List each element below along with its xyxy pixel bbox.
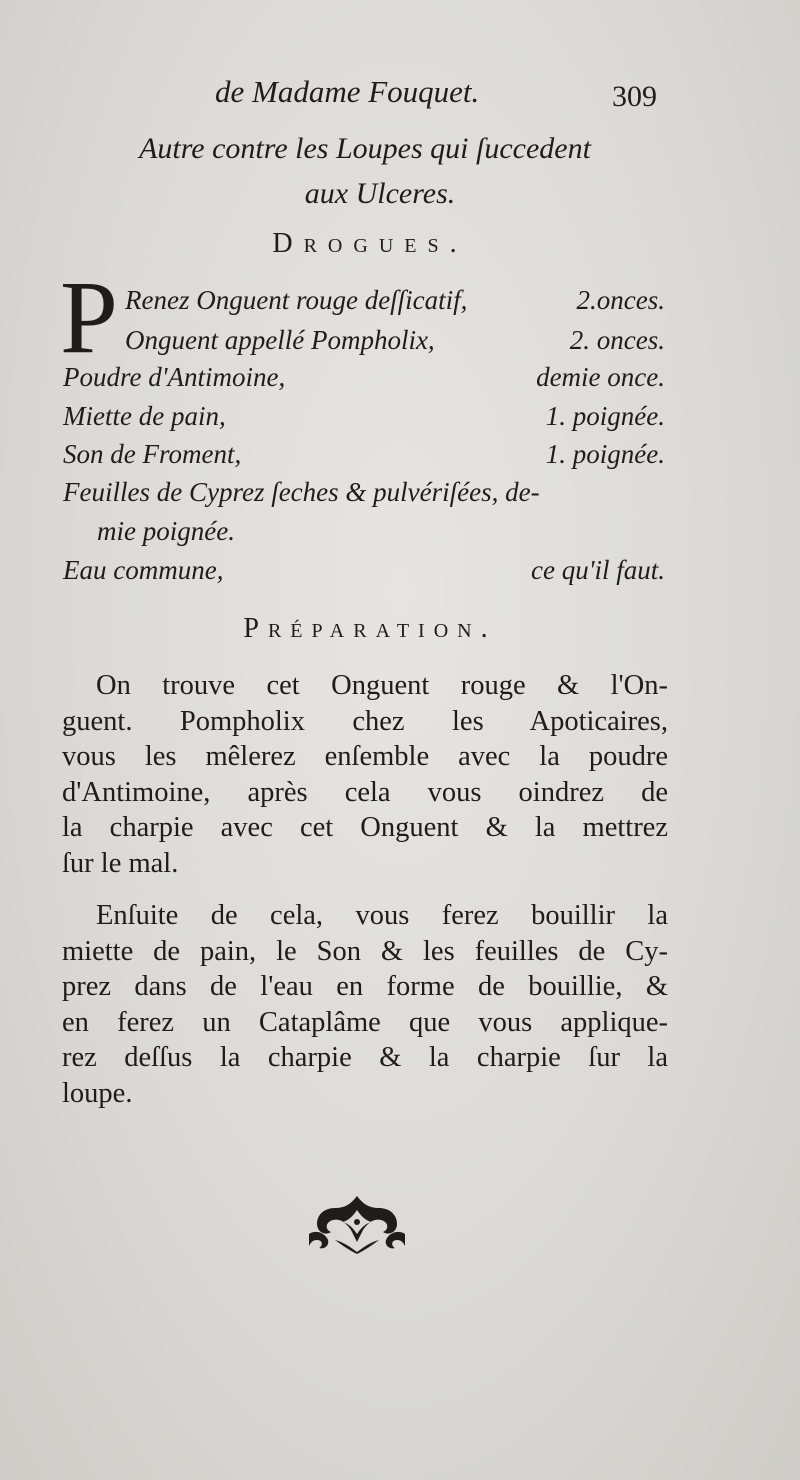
ingredient-name: Onguent appellé Pompholix,: [125, 325, 435, 355]
preparation-heading: Préparation.: [243, 613, 497, 644]
ingredient-quantity: demie once.: [536, 362, 665, 392]
running-head: de Madame Fouquet.: [215, 74, 480, 109]
ingredient-name: Feuilles de Cyprez ſeches & pulvériſées, de-: [63, 477, 540, 507]
ingredient-name: Son de Froment,: [63, 439, 242, 469]
text-line: prez dans de l'eau en forme de bouillie, &: [62, 971, 668, 1002]
ingredient-name: Miette de pain,: [63, 401, 226, 431]
text-line: la charpie avec cet Onguent & la mettrez: [62, 812, 668, 843]
text-line: On trouve cet Onguent rouge & l'On-: [96, 670, 668, 701]
ingredient-quantity: ce qu'il faut.: [531, 555, 665, 585]
text-line: vous les mêlerez enſemble avec la poudre: [62, 741, 668, 772]
ingredient-name: Renez Onguent rouge deſſicatif,: [125, 285, 468, 315]
page-number: 309: [612, 80, 657, 113]
ingredient-quantity: 2.onces.: [576, 285, 665, 315]
text-line: rez deſſus la charpie & la charpie ſur la: [62, 1042, 668, 1073]
ingredient-name: Poudre d'Antimoine,: [63, 362, 286, 392]
ingredient-quantity: 1. poignée.: [545, 401, 665, 431]
preparation-paragraph-1: [62, 668, 668, 881]
ingredient-name: mie poignée.: [97, 516, 235, 546]
fleuron-ornament-icon: [305, 1190, 409, 1254]
drogues-heading: Drogues.: [272, 228, 468, 259]
text-line: loupe.: [62, 1077, 133, 1109]
ingredient-quantity: 1. poignée.: [545, 439, 665, 469]
recipe-title-line-2: aux Ulceres.: [304, 177, 456, 210]
text-line: en ferez un Cataplâme que vous applique-: [62, 1006, 668, 1038]
text-line: ſur le mal.: [62, 847, 179, 879]
text-line: guent. Pompholix chez les Apoticaires,: [62, 705, 668, 737]
recipe-title-line-1: Autre contre les Loupes qui ſuccedent: [139, 132, 591, 165]
ingredient-quantity: 2. onces.: [569, 325, 665, 355]
text-line: d'Antimoine, après cela vous oindrez de: [62, 776, 668, 808]
text-line: Enſuite de cela, vous ferez bouillir la: [96, 900, 668, 931]
ingredient-name: Eau commune,: [63, 555, 224, 585]
drop-cap: P: [60, 260, 118, 375]
text-line: miette de pain, le Son & les feuilles de Cy-: [62, 935, 668, 967]
preparation-paragraph-2: [62, 898, 668, 1111]
